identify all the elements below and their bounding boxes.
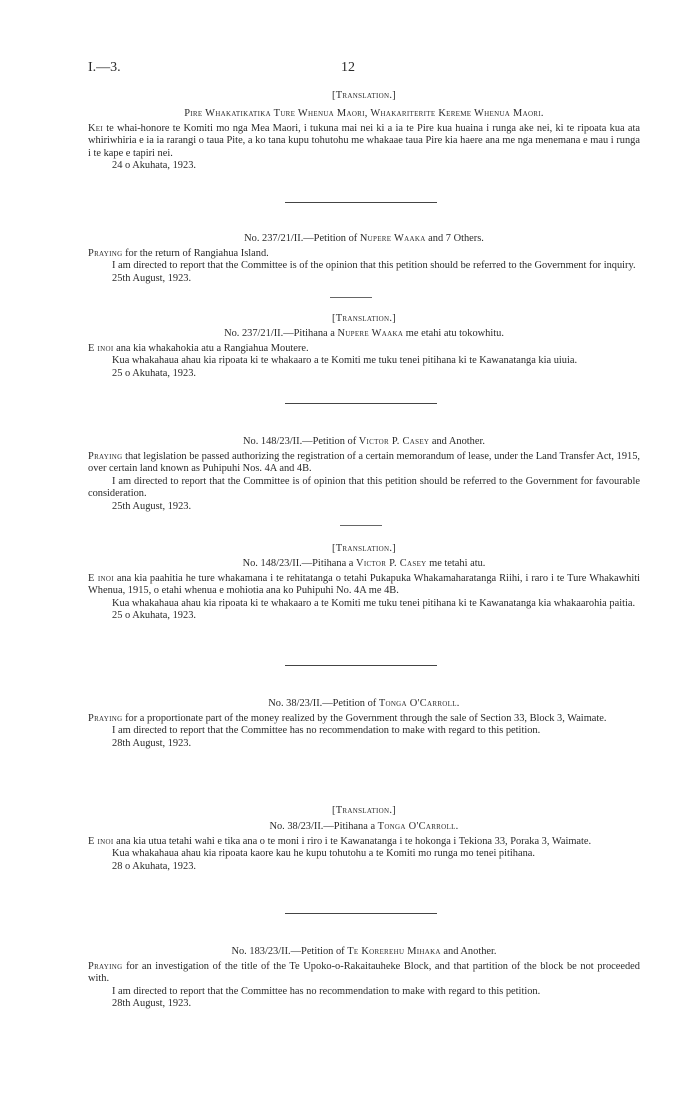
translation-report: Kua whakahaua ahau kia ripoata ki te whakaaro a te Komiti me tuku tenei pitihana ki te Kawanatanga kia whakaarohia paitia.	[112, 597, 636, 609]
petition-title: No. 183/23/II.—Petition of Te Korerehu Mihaka and Another.	[231, 946, 497, 957]
petition-148	[88, 436, 640, 514]
section-divider	[285, 913, 437, 914]
petition-date: 25th August, 1923.	[112, 272, 192, 284]
translation-title: No. 148/23/II.—Pitihana a Victor P. Casey me tetahi atu.	[242, 558, 486, 569]
petition-date: 28th August, 1923.	[112, 998, 192, 1010]
petition-title: No. 38/23/II.—Petition of Tonga O'Carroll.	[268, 698, 460, 709]
translation-title: No. 237/21/II.—Pitihana a Nupere Waaka me etahi atu tokowhitu.	[224, 328, 504, 339]
page-number: 12	[341, 60, 355, 75]
petition-prayer: Praying for the return of Rangiahua Island.	[88, 247, 269, 259]
petition-237	[88, 233, 640, 285]
translation-report: Kua whakahaua ahau kia ripoata kaore kau he kupu tohutohu a te Komiti mo runga mo tenei pitihana.	[112, 848, 535, 860]
translation-report: Kua whakahaua ahau kia ripoata ki te whakaaro a te Komiti me tuku tenei pitihana ki te Kawanatanga kia uiuia.	[112, 355, 578, 367]
short-divider	[330, 297, 372, 298]
petition-38	[88, 698, 640, 750]
translation-label: [Translation.]	[331, 805, 396, 816]
intro-date: 24 o Akuhata, 1923.	[112, 160, 196, 172]
translation-title: No. 38/23/II.—Pitihana a Tonga O'Carroll.	[269, 821, 459, 832]
section-divider	[285, 403, 437, 404]
translation-label: [Translation.]	[331, 90, 396, 101]
intro-paragraph: Kei te whai-honore te Komiti mo nga Mea Maori, i tukuna mai nei ki a ia te Pire kua huaina i runga ake nei, ki te ripoata kua ata whiriwhiria e ia ia rarangi o taua Pite, a ko tana kupu tohutohu me whakaae taua Pire kia haere ana me nga menemana e mau i runga i te kape e tapiri nei.	[88, 122, 640, 159]
short-divider	[340, 525, 382, 526]
petition-report: I am directed to report that the Committee is of the opinion that this petition should be referred to the Government for inquiry.	[112, 260, 636, 272]
petition-title: No. 148/23/II.—Petition of Victor P. Casey and Another.	[243, 436, 485, 447]
petition-report: I am directed to report that the Committee is of opinion that this petition should be referred to the Government for favourable consideration.	[88, 475, 640, 500]
translation-date: 25 o Akuhata, 1923.	[112, 610, 196, 622]
petition-date: 28th August, 1923.	[112, 737, 192, 749]
bill-heading: Pire Whakatikatika Ture Whenua Maori, Whakariterite Kereme Whenua Maori.	[184, 108, 544, 119]
translation-prayer: E inoi ana kia whakahokia atu a Rangiahua Moutere.	[88, 342, 309, 354]
petition-237-translation	[88, 328, 640, 380]
section-divider	[285, 665, 437, 666]
petition-report: I am directed to report that the Committee has no recommendation to make with regard to this petition.	[112, 985, 541, 997]
translation-prayer: E inoi ana kia paahitia he ture whakamana i te rehitatanga o tetahi Pukapuka Whakamaharatanga Riihi, i raro i te Ture Whakawhiti Whenua, 1915, o etahi whenua e mohiotia ana ko Puhipuhi No. 4A me 4B.	[88, 572, 640, 597]
translation-label: [Translation.]	[331, 313, 396, 324]
petition-prayer: Praying that legislation be passed authorizing the registration of a certain memorandum of lease, under the Land Transfer Act, 1915, over certain land known as Puhipuhi Nos. 4A and 4B.	[88, 450, 640, 475]
petition-183	[88, 946, 640, 1011]
petition-prayer: Praying for a proportionate part of the money realized by the Government through the sale of Section 33, Block 3, Waimate.	[88, 712, 607, 724]
translation-label: [Translation.]	[331, 543, 396, 554]
petition-date: 25th August, 1923.	[112, 500, 192, 512]
petition-prayer: Praying for an investigation of the title of the Te Upoko-o-Rakaitauheke Block, and that partition of the block be not proceeded with.	[88, 960, 640, 985]
translation-date: 25 o Akuhata, 1923.	[112, 367, 196, 379]
petition-report: I am directed to report that the Committee has no recommendation to make with regard to this petition.	[112, 725, 541, 737]
petition-38-translation	[88, 821, 640, 873]
section-reference: I.—3.	[88, 60, 121, 75]
petition-title: No. 237/21/II.—Petition of Nupere Waaka and 7 Others.	[244, 233, 484, 244]
intro-section	[88, 108, 640, 173]
petition-148-translation	[88, 558, 640, 623]
section-divider	[285, 202, 437, 203]
translation-prayer: E inoi ana kia utua tetahi wahi e tika ana o te moni i riro i te Kawanatanga i te hokonga i Tekiona 33, Poraka 3, Waimate.	[88, 835, 592, 847]
translation-date: 28 o Akuhata, 1923.	[112, 860, 196, 872]
